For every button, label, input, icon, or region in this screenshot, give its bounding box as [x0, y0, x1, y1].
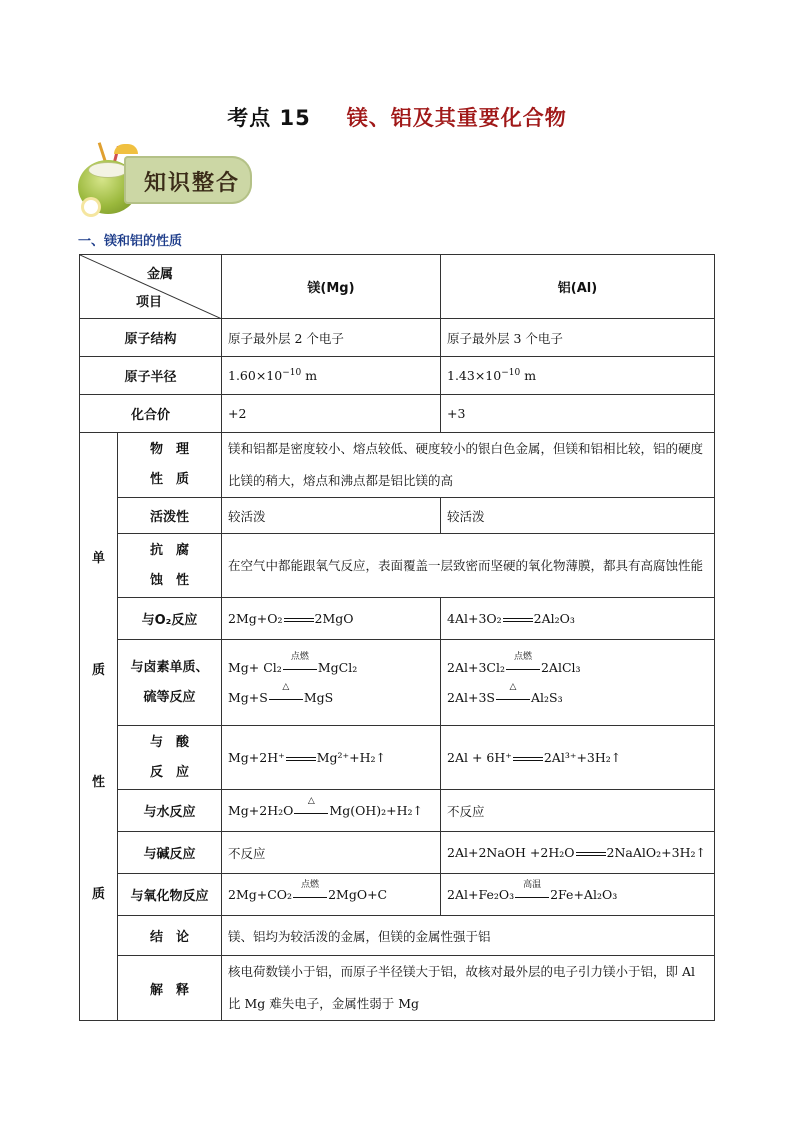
row-label-conclusion: 结 论 — [118, 916, 222, 956]
row-label-valence: 化合价 — [80, 395, 222, 433]
row-label-radius: 原子半径 — [80, 357, 222, 395]
cell-al-activity: 较活泼 — [441, 498, 715, 534]
cell-conclusion: 镁、铝均为较活泼的金属，但镁的金属性强于铝 — [222, 916, 715, 956]
banner-label: 知识整合 — [144, 171, 241, 196]
page-title — [0, 102, 794, 132]
title-main: 镁、铝及其重要化合物 — [346, 106, 567, 130]
row-label-explain: 解 释 — [118, 956, 222, 1021]
row-label-corrosion: 抗 腐 蚀 性 — [118, 534, 222, 598]
cell-mg-radius: $1.60\times 10^{-10}$ m — [222, 357, 441, 395]
header-metal: 金属 — [146, 267, 173, 282]
row-label-structure: 原子结构 — [80, 319, 222, 357]
section-heading: 一、镁和铝的性质 — [78, 234, 183, 249]
cell-explain: 核电荷数镁小于铝，而原子半径镁大于铝，故核对最外层的电子引力镁小于铝，即 Al 比 Mg 难失电子，金属性弱于 Mg — [222, 956, 715, 1021]
row-label-water: 与水反应 — [118, 790, 222, 832]
group-label-properties: 单 质 性 质 — [80, 433, 118, 1021]
cell-mg-halogen: Mg+ Cl₂ 点燃 MgCl₂ Mg+S △ MgS — [222, 640, 441, 726]
cell-al-base: 2Al+2NaOH +2H₂O 2NaAlO₂+3H₂↑ — [441, 832, 715, 874]
cell-mg-oxide: 2Mg+CO₂ 点燃 2MgO+C — [222, 874, 441, 916]
cell-al-oxide: 2Al+Fe₂O₃ 高温 2Fe+Al₂O₃ — [441, 874, 715, 916]
cell-al-valence: +3 — [441, 395, 715, 433]
cell-al-structure: 原子最外层 3 个电子 — [441, 319, 715, 357]
cell-mg-oxygen: 2Mg+O₂ 2MgO — [222, 598, 441, 640]
row-label-oxide: 与氧化物反应 — [118, 874, 222, 916]
cell-mg-acid: Mg+2H⁺ Mg²⁺+H₂↑ — [222, 726, 441, 790]
cell-al-oxygen: 4Al+3O₂ 2Al₂O₃ — [441, 598, 715, 640]
cell-mg-structure: 原子最外层 2 个电子 — [222, 319, 441, 357]
cell-physical: 镁和铝都是密度较小、熔点较低、硬度较小的银白色金属，但镁和铝相比较，铝的硬度比镁的稍大，熔点和沸点都是铝比镁的高 — [222, 433, 715, 498]
title-number: 考点 15 — [227, 106, 311, 130]
row-label-physical: 物 理 性 质 — [118, 433, 222, 498]
column-header-mg: 镁(Mg) — [222, 255, 441, 319]
row-label-oxygen: 与O₂反应 — [118, 598, 222, 640]
row-label-halogen: 与卤素单质、 硫等反应 — [118, 640, 222, 726]
cell-mg-valence: +2 — [222, 395, 441, 433]
column-header-al: 铝(Al) — [441, 255, 715, 319]
cell-mg-water: Mg+2H₂O △ Mg(OH)₂+H₂↑ — [222, 790, 441, 832]
umbrella-icon — [114, 144, 138, 154]
row-label-base: 与碱反应 — [118, 832, 222, 874]
cell-al-halogen: 2Al+3Cl₂ 点燃 2AlCl₃ 2Al+3S △ Al₂S₃ — [441, 640, 715, 726]
knowledge-banner — [74, 142, 254, 214]
cell-corrosion: 在空气中都能跟氧气反应，表面覆盖一层致密而坚硬的氧化物薄膜，都具有高腐蚀性能 — [222, 534, 715, 598]
cell-mg-base: 不反应 — [222, 832, 441, 874]
banner-ribbon — [124, 156, 252, 204]
row-label-activity: 活泼性 — [118, 498, 222, 534]
diagonal-header-cell — [80, 255, 222, 319]
cell-al-water: 不反应 — [441, 790, 715, 832]
properties-table — [79, 254, 715, 1021]
cell-mg-activity: 较活泼 — [222, 498, 441, 534]
flower-icon — [84, 200, 98, 214]
cell-al-radius: $1.43\times 10^{-10}$ m — [441, 357, 715, 395]
header-item: 项目 — [136, 295, 163, 310]
row-label-acid: 与 酸 反 应 — [118, 726, 222, 790]
cell-al-acid: 2Al + 6H⁺ 2Al³⁺+3H₂↑ — [441, 726, 715, 790]
